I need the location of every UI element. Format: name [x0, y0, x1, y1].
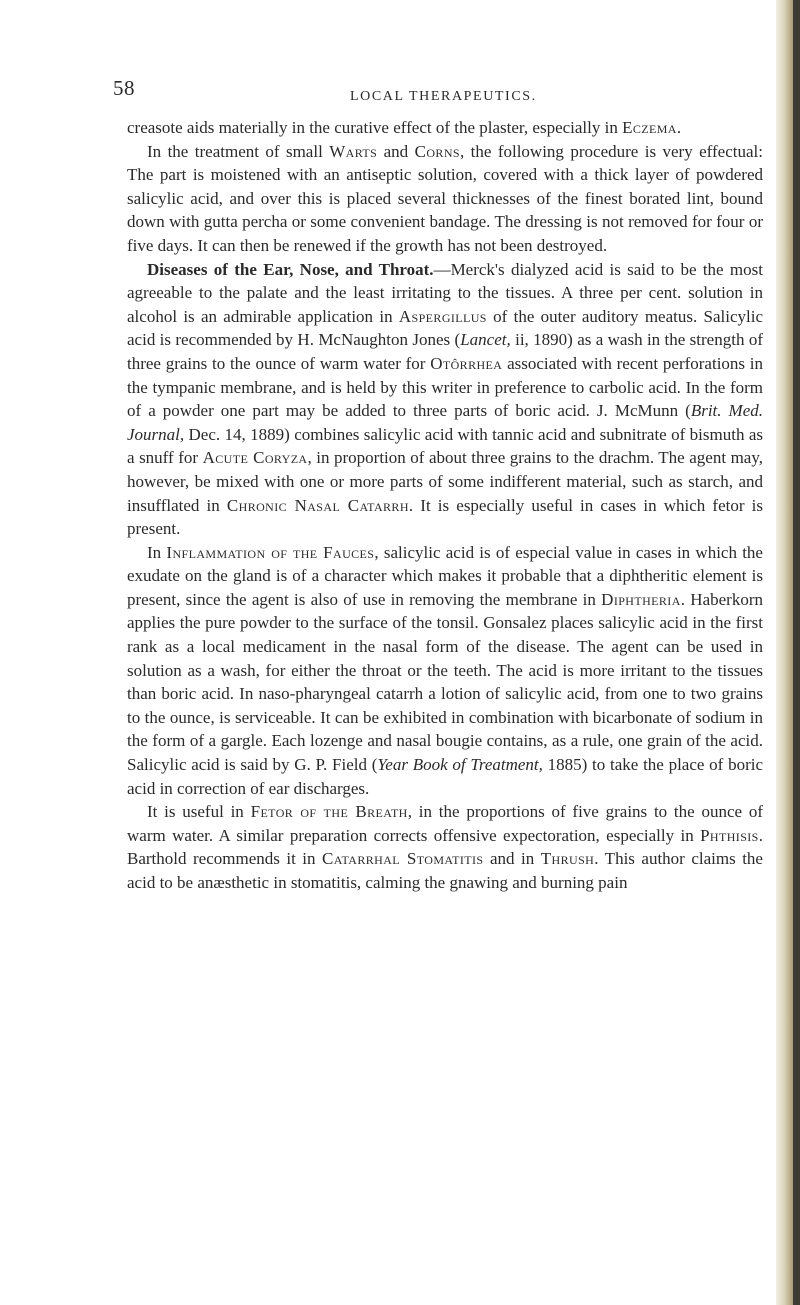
- page-number: 58: [113, 76, 135, 100]
- text-run: . It is especially useful in cases in which fetor is present.: [127, 495, 763, 539]
- citation-lancet: Lancet,: [460, 330, 511, 350]
- paragraph-fauces: [127, 541, 763, 801]
- citation-year-book: Year Book of Treatment,: [377, 755, 543, 775]
- term-thrush: Thrush: [540, 849, 595, 869]
- term-chronic-nasal-catarrh: Chronic Nasal Catarrh: [226, 495, 409, 515]
- text-run: . This author claims the acid to be anæsthetic in stomatitis, calming the gnawing and burning pain: [127, 849, 763, 892]
- section-heading: Diseases of the Ear, Nose, and Throat.: [147, 259, 434, 279]
- page-edge-shadow: [776, 0, 800, 1305]
- text-run: .: [676, 118, 682, 137]
- term-corns: Corns: [414, 141, 460, 161]
- term-aspergillus: Aspergillus: [398, 306, 487, 326]
- text-run: —Merck's dialyzed acid is said to be the most agreeable to the palate and the least irritating to the tissues. A three per cent. solution in alcohol is an admirable application in: [127, 259, 763, 326]
- paragraph-fetor: [127, 800, 763, 894]
- text-run: Dec. 14, 1889) combines salicylic acid with tannic acid and subnitrate of bismuth as a snuff for: [127, 424, 763, 468]
- text-run: In: [147, 542, 167, 562]
- text-run: , the following procedure is very effectual: The part is moistened with an antiseptic solution, covered with a thick layer of powdered salicylic acid, and over this is placed several thicknesses of the finest borated lint, bound down with gutta percha or some convenient bandage. The dressing is not removed for four or five days. It can then be renewed if the growth has not been destroyed.: [127, 141, 763, 255]
- body-text: [127, 116, 763, 895]
- text-run: of the outer auditory meatus. Salicylic acid is recommended by H. McNaughton Jones (: [127, 306, 763, 350]
- paragraph-ear-nose-throat: [127, 258, 763, 541]
- binding-edge: [793, 0, 800, 1305]
- running-head: LOCAL THERAPEUTICS.: [350, 89, 537, 104]
- term-catarrhal-stomatitis: Catarrhal Stomatitis: [322, 849, 484, 869]
- text-run: , in the proportions of five grains to the ounce of warm water. A similar preparation corrects offensive expectoration, especially in: [127, 802, 764, 845]
- citation-brit-med-journal: Brit. Med. Journal,: [127, 401, 763, 444]
- term-fetor-of-breath: Fetor of the Breath: [250, 802, 408, 822]
- text-run: In the treatment of small: [147, 141, 330, 161]
- term-eczema: Eczema: [622, 118, 677, 137]
- paragraph-warts-corns: [127, 140, 763, 258]
- text-run: , salicylic acid is of especial value in cases in which the exudate on the gland is of a character which makes it probable that a diphtheritic element is present, since the agent is also of use in removing the membrane in: [127, 542, 763, 609]
- term-acute-coryza: Acute Coryza: [202, 448, 308, 468]
- term-phthisis: Phthisis: [700, 825, 759, 845]
- text-run: 1885) to take the place of boric acid in correction of ear discharges.: [127, 755, 764, 798]
- term-otorrhea: Otôrrhea: [430, 353, 503, 373]
- term-diphtheria: Diphtheria: [601, 589, 681, 609]
- text-run: It is useful in: [147, 802, 251, 822]
- term-warts: Warts: [329, 141, 378, 161]
- text-run: creasote aids materially in the curative effect of the plaster, especially in: [127, 118, 618, 137]
- term-inflammation-of-fauces: Inflammation of the Fauces: [166, 542, 375, 562]
- text-run: , in proportion of about three grains to the drachm. The agent may, however, be mixed with one or more parts of some indifferent material, such as starch, and insufflated in: [127, 448, 763, 515]
- text-run: . Barthold recommends it in: [127, 825, 763, 869]
- text-run: and in: [483, 849, 541, 869]
- text-run: . Haberkorn applies the pure powder to the surface of the tonsil. Gonsalez places salicylic acid in the first rank as a local medicament in the nasal form of the disease. The agent can be used in solution as a wash, for either the throat or the teeth. The acid is more irritant to the tissues than boric acid. In naso-pharyngeal catarrh a lotion of salicylic acid, from one to two grains to the ounce, is serviceable. It can be exhibited in combination with bicarbonate of sodium in the form of a gargle. Each lozenge and nasal bougie contains, as a rule, one grain of the acid. Salicylic acid is said by G. P. Field (: [127, 589, 763, 775]
- text-run: associated with recent perforations in the tympanic membrane, and is held by this writer in preference to carbolic acid. In the form of a powder one part may be added to three parts of boric acid. J. McMunn (: [127, 353, 763, 421]
- text-run: and: [377, 141, 415, 161]
- text-run: ii, 1890) as a wash in the strength of three grains to the ounce of warm water for: [127, 330, 763, 373]
- paragraph-continuation: [127, 116, 763, 140]
